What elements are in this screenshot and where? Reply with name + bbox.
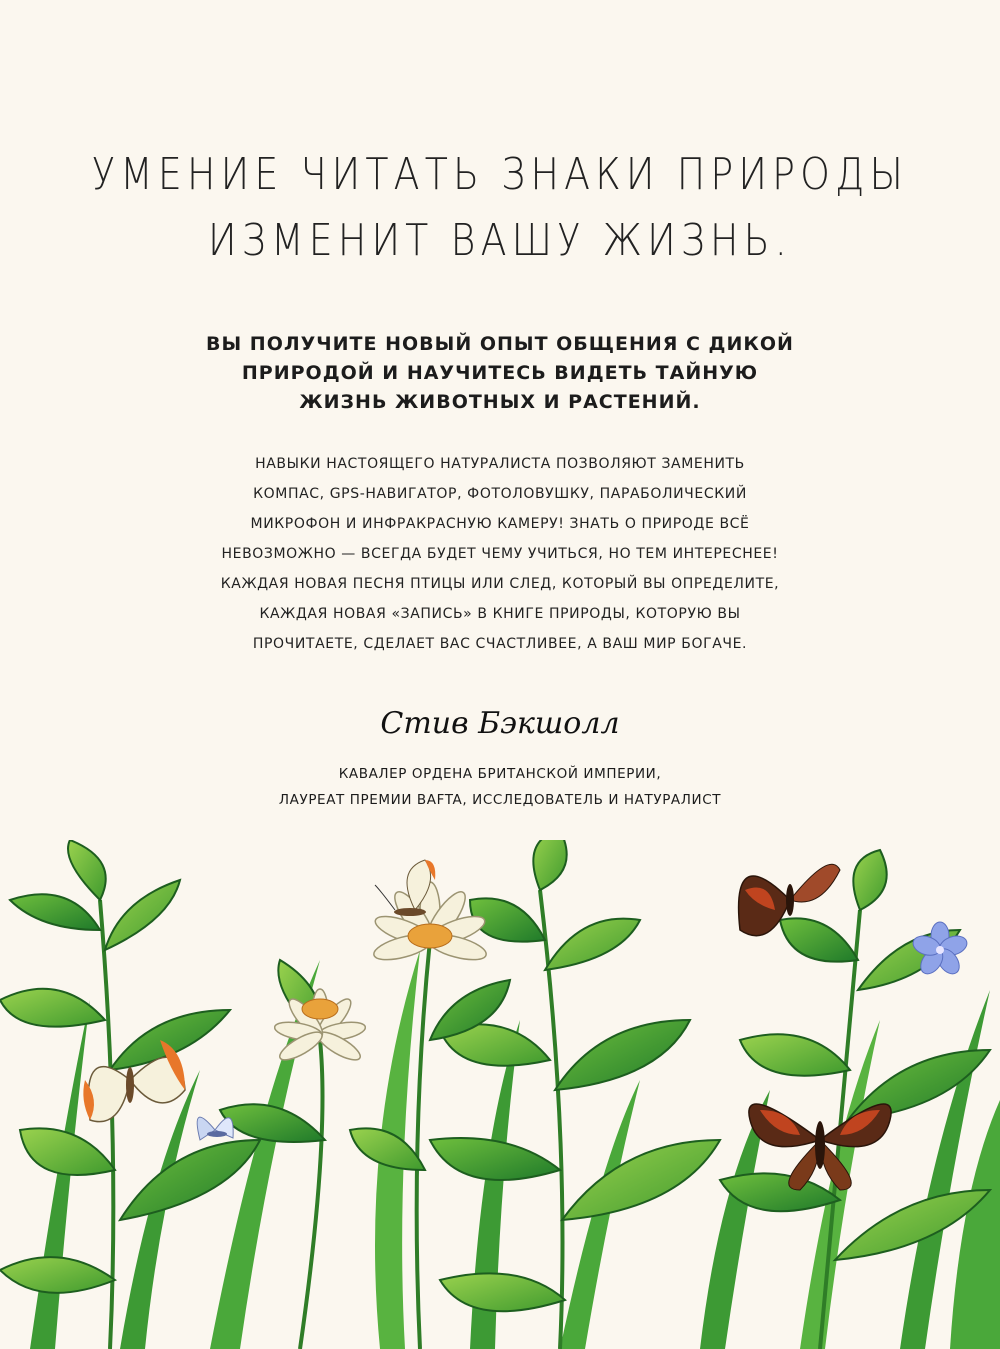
body-line: МИКРОФОН И ИНФРАКРАСНУЮ КАМЕРУ! ЗНАТЬ О ПРИРОДЕ ВСЁ — [250, 516, 750, 532]
meadow-illustration — [0, 840, 1000, 1349]
author-signature: Стив Бэкшолл — [380, 706, 620, 741]
lead-paragraph — [0, 330, 1000, 417]
author-credits — [0, 761, 1000, 813]
body-paragraph — [0, 449, 1000, 659]
lead-line-3: ЖИЗНЬ ЖИВОТНЫХ И РАСТЕНИЙ. — [299, 391, 701, 413]
credit-line-1: КАВАЛЕР ОРДЕНА БРИТАНСКОЙ ИМПЕРИИ, — [338, 766, 662, 782]
credit-line-2: ЛАУРЕАТ ПРЕМИИ BAFTA, ИССЛЕДОВАТЕЛЬ И НАТУРАЛИСТ — [278, 792, 722, 808]
lead-line-2: ПРИРОДОЙ И НАУЧИТЕСЬ ВИДЕТЬ ТАЙНУЮ — [241, 362, 759, 384]
body-line: КАЖДАЯ НОВАЯ «ЗАПИСЬ» В КНИГЕ ПРИРОДЫ, КОТОРУЮ ВЫ — [259, 606, 741, 622]
headline — [70, 142, 930, 274]
lead-line-1: ВЫ ПОЛУЧИТЕ НОВЫЙ ОПЫТ ОБЩЕНИЯ С ДИКОЙ — [206, 333, 794, 355]
headline-line-2: ИЗМЕНИТ ВАШУ ЖИЗНЬ. — [208, 215, 792, 266]
body-line: НЕВОЗМОЖНО — ВСЕГДА БУДЕТ ЧЕМУ УЧИТЬСЯ, НО ТЕМ ИНТЕРЕСНЕЕ! — [221, 546, 779, 562]
blue-butterfly — [197, 1117, 233, 1140]
body-line: ПРОЧИТАЕТЕ, СДЕЛАЕТ ВАС СЧАСТЛИВЕЕ, А ВАШ МИР БОГАЧЕ. — [252, 636, 748, 652]
body-line: КОМПАС, GPS-НАВИГАТОР, ФОТОЛОВУШКУ, ПАРАБОЛИЧЕСКИЙ — [253, 486, 747, 502]
body-line: НАВЫКИ НАСТОЯЩЕГО НАТУРАЛИСТА ПОЗВОЛЯЮТ ЗАМЕНИТЬ — [255, 456, 745, 472]
body-line: КАЖДАЯ НОВАЯ ПЕСНЯ ПТИЦЫ ИЛИ СЛЕД, КОТОРЫЙ ВЫ ОПРЕДЕЛИТЕ, — [220, 576, 780, 592]
headline-line-1: УМЕНИЕ ЧИТАТЬ ЗНАКИ ПРИРОДЫ — [91, 149, 909, 200]
